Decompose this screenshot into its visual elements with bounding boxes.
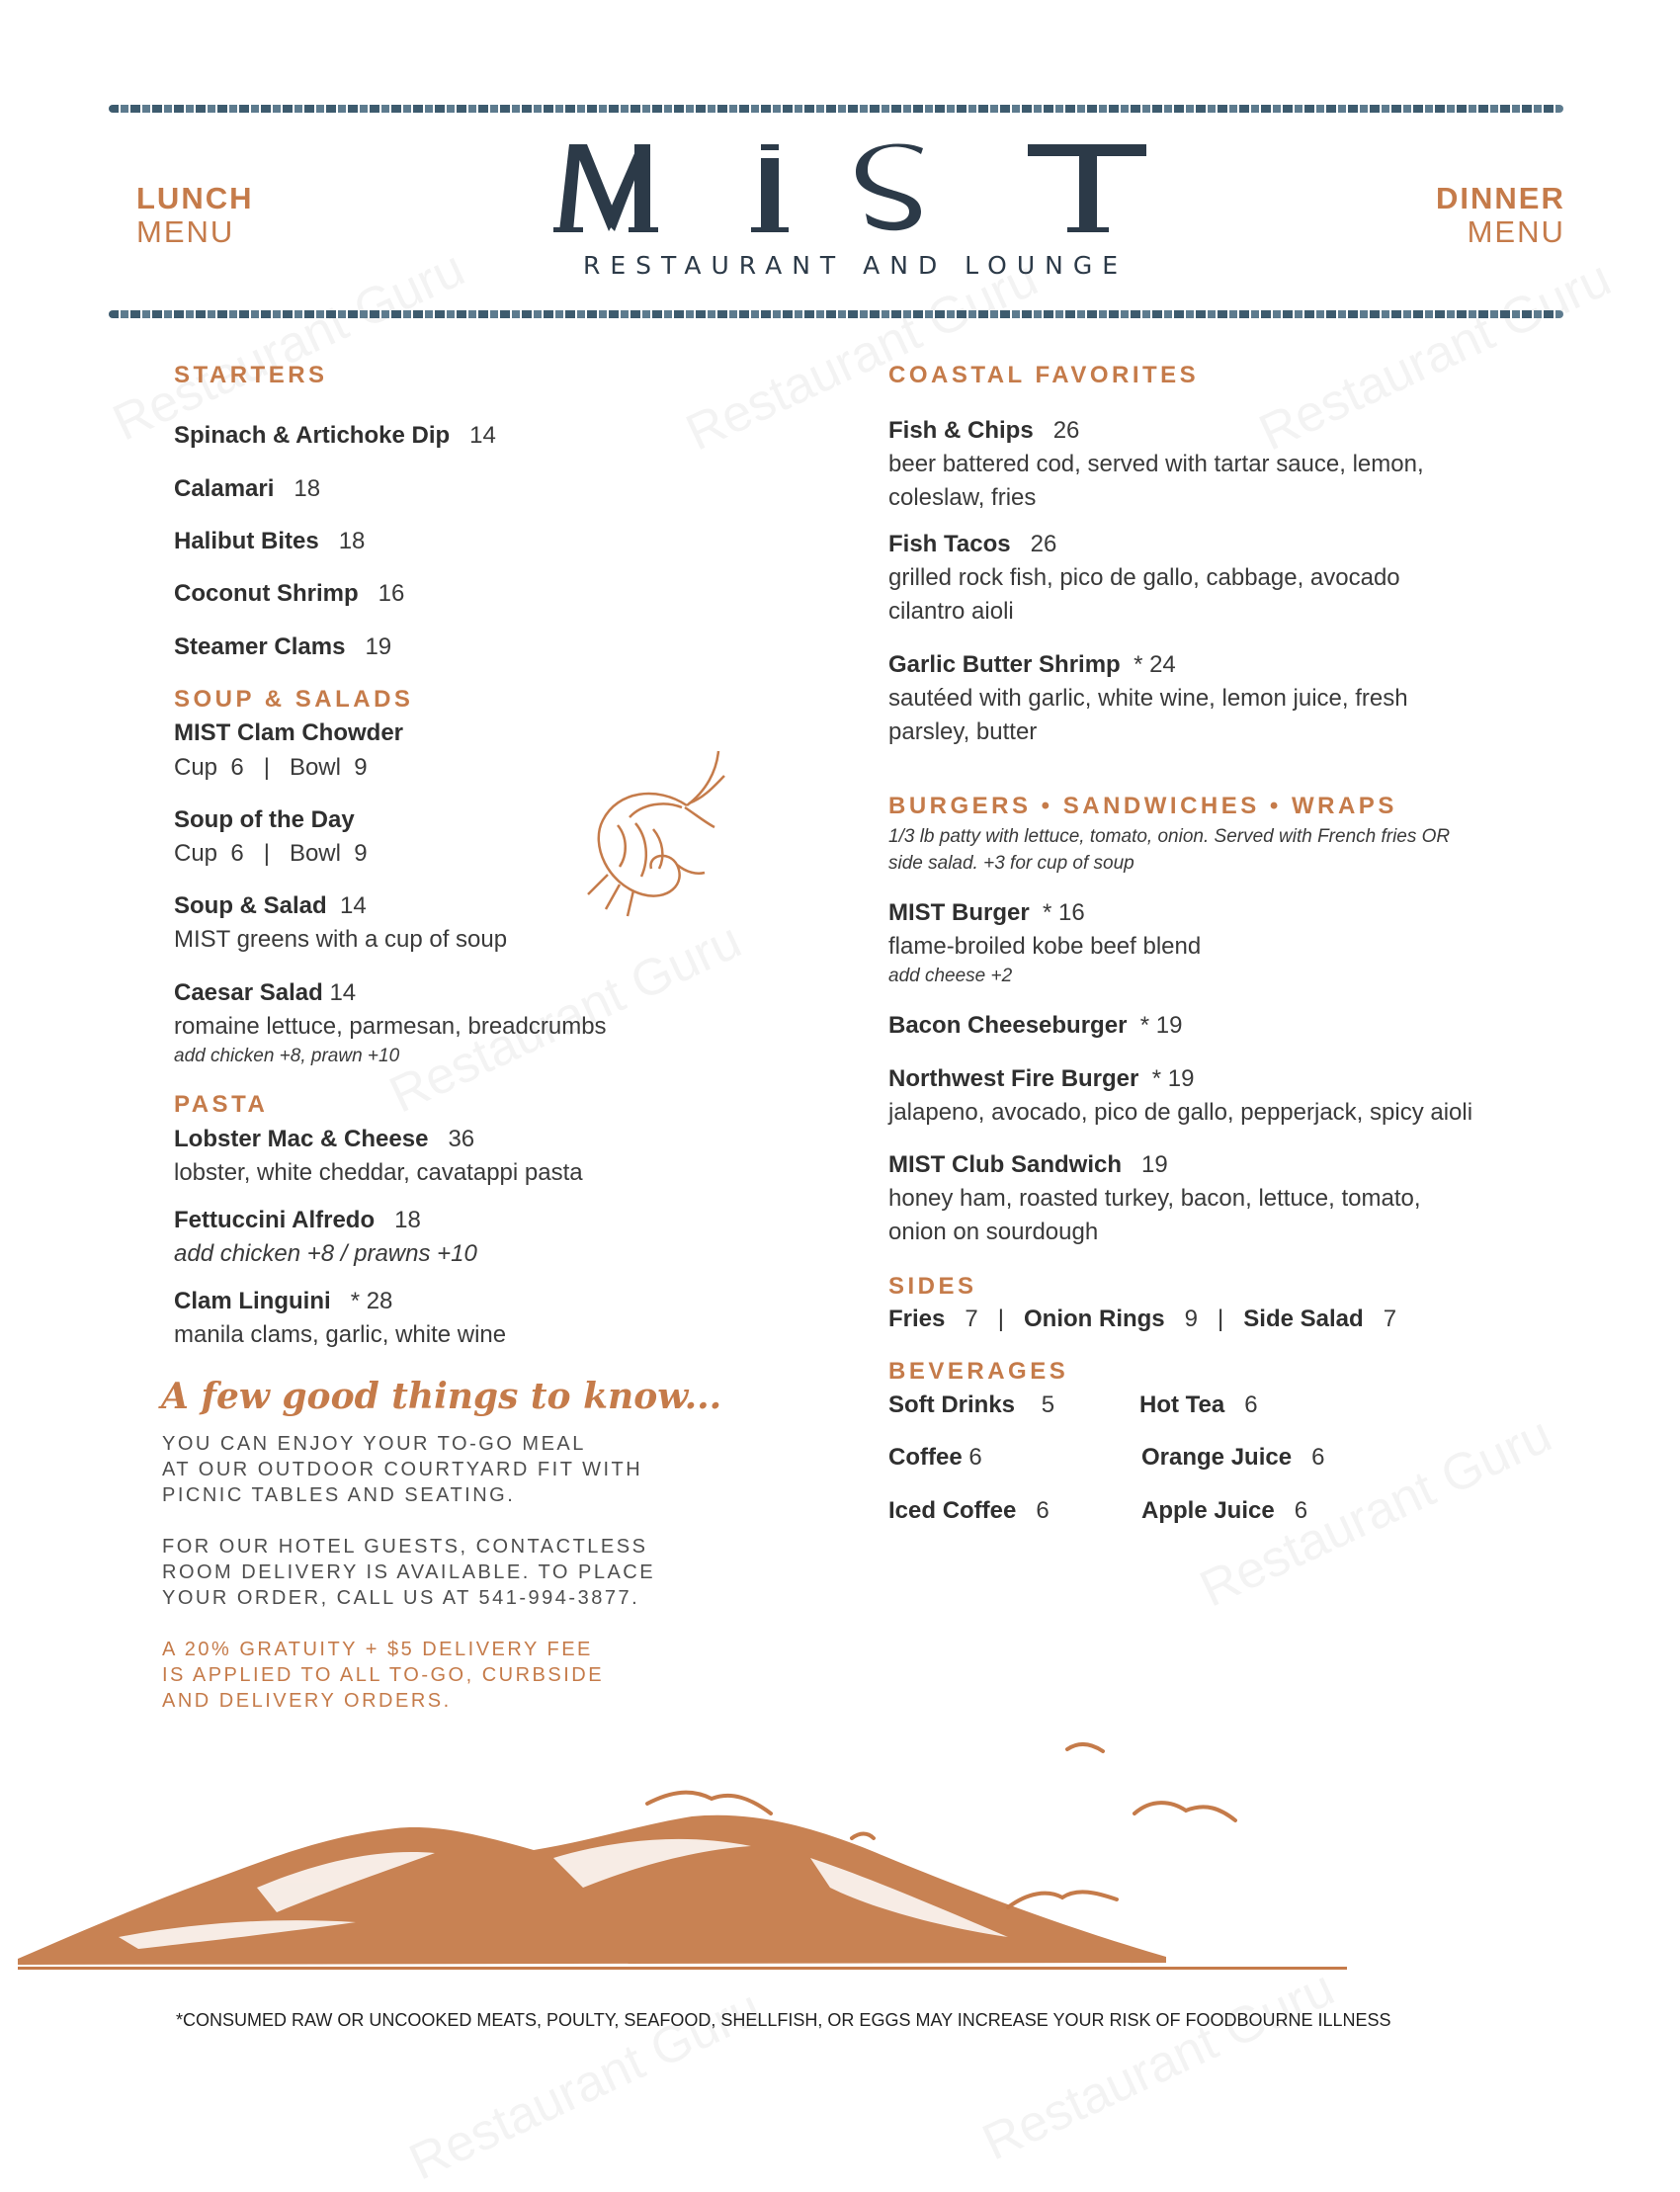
- item-description: romaine lettuce, parmesan, breadcrumbs: [174, 1013, 607, 1040]
- menu-item: Iced Coffee 6: [888, 1497, 1050, 1524]
- menu-item: Soup & Salad 14: [174, 892, 367, 919]
- header-rope-top: [109, 105, 1563, 113]
- starters-heading: STARTERS: [174, 362, 328, 388]
- item-description: beer battered cod, served with tartar sauce, lemon, coleslaw, fries: [888, 451, 1424, 511]
- consumer-advisory: *CONSUMED RAW OR UNCOOKED MEATS, POULTY, SEAFOOD, SHELLFISH, OR EGGS MAY INCREASE YOUR RISK OF FOODBOURNE ILLNESS: [176, 2010, 1391, 2030]
- item-description: grilled rock fish, pico de gallo, cabbage, avocado cilantro aioli: [888, 564, 1400, 625]
- item-note: add chicken +8, prawn +10: [174, 1046, 400, 1066]
- menu-item: Apple Juice 6: [1141, 1497, 1308, 1524]
- soup-salads-heading: SOUP & SALADS: [174, 686, 414, 713]
- item-description: flame-broiled kobe beef blend: [888, 933, 1202, 960]
- item-description: jalapeno, avocado, pico de gallo, pepperjack, spicy aioli: [888, 1099, 1473, 1126]
- info-block-delivery: FOR OUR HOTEL GUESTS, CONTACTLESS ROOM DELIVERY IS AVAILABLE. TO PLACE YOUR ORDER, CALL US AT 541-994-3877.: [162, 1536, 656, 1609]
- beverages-heading: BEVERAGES: [888, 1358, 1069, 1385]
- coastal-heading: COASTAL FAVORITES: [888, 362, 1200, 388]
- menu-item: MIST Burger * 16: [888, 899, 1085, 926]
- menu-item: Hot Tea 6: [1139, 1391, 1258, 1418]
- menu-item: Fettuccini Alfredo 18: [174, 1207, 421, 1233]
- menu-item: Spinach & Artichoke Dip 14: [174, 422, 496, 449]
- sides-heading: SIDES: [888, 1273, 977, 1300]
- header-rope-bottom: [109, 310, 1563, 318]
- menu-item: Soup of the Day: [174, 806, 355, 833]
- item-description: manila clams, garlic, white wine: [174, 1321, 507, 1348]
- menu-item: Fish Tacos 26: [888, 531, 1057, 557]
- info-script-title: A few good things to know...: [161, 1376, 722, 1417]
- menu-item: Soft Drinks 5: [888, 1391, 1055, 1418]
- coastal-landscape-illustration: [0, 1729, 1384, 1986]
- menu-item: Northwest Fire Burger * 19: [888, 1065, 1195, 1092]
- menu-item: MIST Club Sandwich 19: [888, 1151, 1168, 1178]
- menu-item: Coconut Shrimp 16: [174, 580, 405, 607]
- pasta-heading: PASTA: [174, 1091, 269, 1118]
- item-description: add chicken +8 / prawns +10: [174, 1240, 477, 1267]
- watermark: [973, 1959, 1343, 2173]
- item-description: MIST greens with a cup of soup: [174, 926, 508, 953]
- menu-item: Orange Juice 6: [1141, 1444, 1325, 1471]
- menu-item: Coffee 6: [888, 1444, 982, 1471]
- mist-logo: [553, 138, 1146, 237]
- burgers-heading: BURGERS • SANDWICHES • WRAPS: [888, 793, 1397, 819]
- info-block-gratuity: A 20% GRATUITY + $5 DELIVERY FEE IS APPLIED TO ALL TO-GO, CURBSIDE AND DELIVERY ORDERS.: [162, 1639, 605, 1712]
- item-description: sautéed with garlic, white wine, lemon juice, fresh parsley, butter: [888, 685, 1408, 745]
- item-description: Cup 6 | Bowl 9: [174, 840, 368, 867]
- tagline: RESTAURANT AND LOUNGE: [583, 251, 1129, 280]
- menu-item: Fish & Chips 26: [888, 417, 1080, 444]
- watermark: [1250, 249, 1620, 464]
- item-description: Cup 6 | Bowl 9: [174, 754, 368, 781]
- lunch-menu-label[interactable]: LUNCH MENU: [136, 181, 254, 249]
- item-note: add cheese +2: [888, 966, 1013, 986]
- menu-item: Bacon Cheeseburger * 19: [888, 1012, 1183, 1039]
- menu-item: Garlic Butter Shrimp * 24: [888, 651, 1176, 678]
- menu-item: Lobster Mac & Cheese 36: [174, 1126, 475, 1152]
- item-description: honey ham, roasted turkey, bacon, lettuce, tomato, onion on sourdough: [888, 1185, 1421, 1245]
- burgers-note: 1/3 lb patty with lettuce, tomato, onion. Served with French fries OR side salad. +3 for cup of soup: [888, 826, 1451, 874]
- shrimp-illustration-icon: [548, 746, 726, 924]
- menu-item: Halibut Bites 18: [174, 528, 366, 554]
- menu-item: Steamer Clams 19: [174, 633, 392, 660]
- menu-item: Caesar Salad 14: [174, 979, 357, 1006]
- item-description: lobster, white cheddar, cavatappi pasta: [174, 1159, 583, 1186]
- sides-row: Fries 7 | Onion Rings 9 | Side Salad 7: [888, 1306, 1397, 1332]
- menu-item: Calamari 18: [174, 475, 321, 502]
- info-block-courtyard: YOU CAN ENJOY YOUR TO-GO MEAL AT OUR OUTDOOR COURTYARD FIT WITH PICNIC TABLES AND SEATING.: [162, 1433, 643, 1506]
- menu-item: MIST Clam Chowder: [174, 719, 404, 746]
- dinner-menu-label[interactable]: DINNER MENU: [1436, 181, 1565, 249]
- menu-item: Clam Linguini * 28: [174, 1288, 393, 1314]
